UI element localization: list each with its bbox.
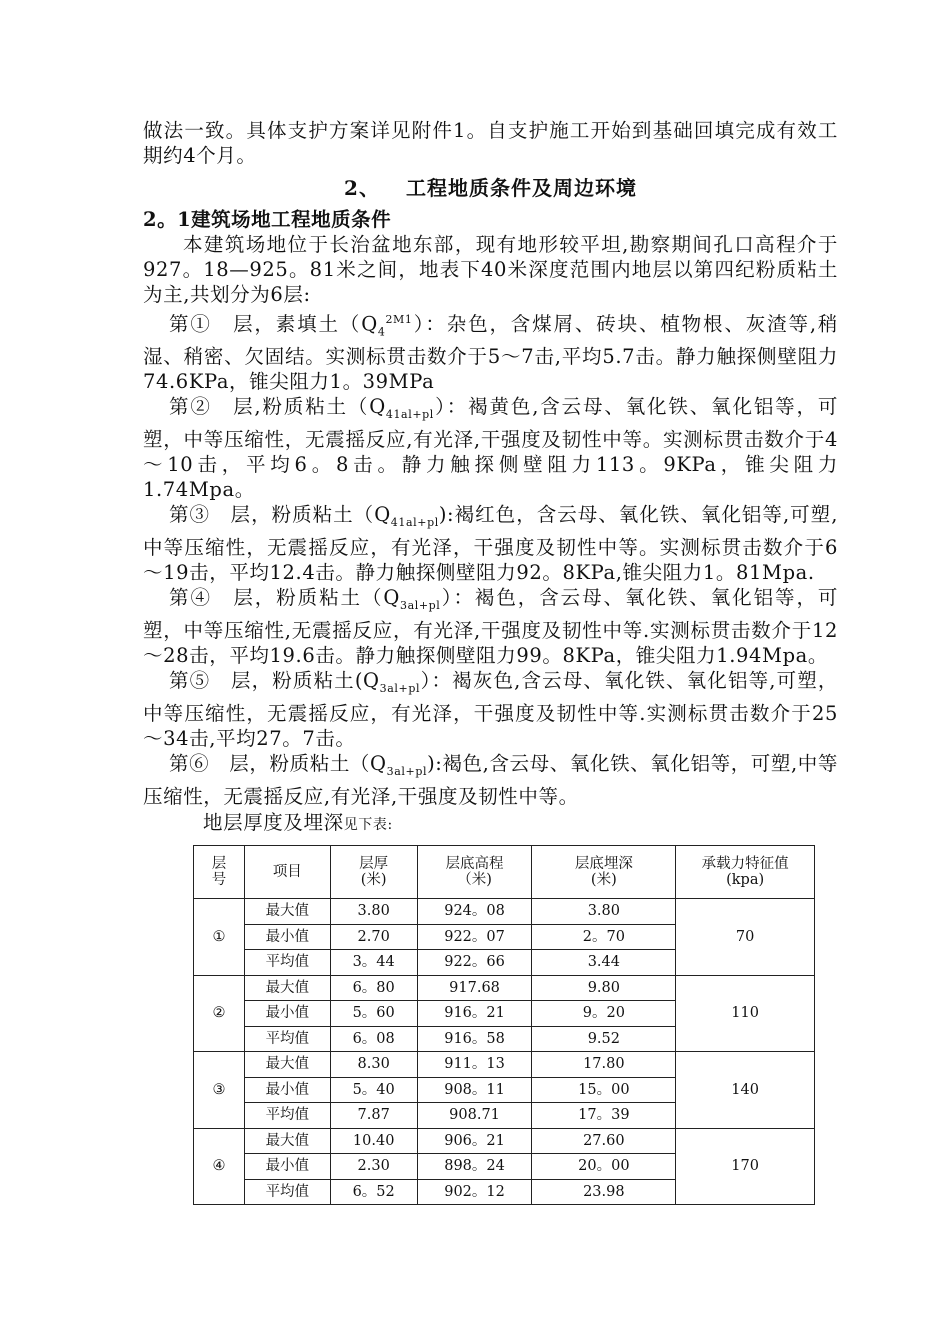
- thickness-cell: 2.70: [330, 924, 417, 950]
- layer-5-paragraph: [143, 668, 838, 751]
- layer-4-prefix: 第④ 层，粉质粘土（Q: [169, 586, 400, 610]
- header-layer-no-line1: 层: [211, 856, 227, 872]
- section-heading: [143, 176, 838, 201]
- table-caption: [143, 811, 838, 837]
- header-bottom-elev-line2: （米): [457, 872, 492, 888]
- elev-cell: 911。13: [417, 1052, 532, 1078]
- item-cell: 平均值: [244, 1103, 330, 1129]
- site-paragraph: 本建筑场地位于长治盆地东部，现有地形较平坦,勘察期间孔口高程介于927。18—925。81米之间，地表下40米深度范围内地层以第四纪粉质粘土为主,共划分为6层:: [143, 233, 838, 306]
- thickness-cell: 10.40: [330, 1128, 417, 1154]
- header-bearing-line2: (kpa): [726, 872, 765, 888]
- bearing-cell: 140: [676, 1052, 815, 1129]
- header-layer-no-line2: 号: [211, 872, 227, 888]
- item-cell: 最小值: [244, 1001, 330, 1027]
- table-row: [194, 1128, 815, 1154]
- layer-6-prefix: 第⑥ 层，粉质粘土（Q: [169, 751, 387, 775]
- elev-cell: 922。66: [417, 950, 532, 976]
- table-header-row: [194, 846, 815, 899]
- item-cell: 最大值: [244, 975, 330, 1001]
- depth-cell: 2。70: [532, 924, 676, 950]
- layer-1-text: ）：杂色，含煤屑、砖块、植物根、灰渣等,稍湿、稍密、欠固结。实测标贯击数介于5～7击,平均5.7击。静力触探侧壁阻力74.6KPa，锥尖阻力1。39MPa: [143, 312, 838, 394]
- depth-cell: 9.80: [532, 975, 676, 1001]
- elev-cell: 906。21: [417, 1128, 532, 1154]
- layer-2-prefix: 第② 层,粉质粘土（Q: [169, 395, 386, 419]
- layer-5-text: ）：褐灰色,含云母、氧化铁、氧化铝等,可塑，中等压缩性，无震摇反应，有光泽，干强度及韧性中等.实测标贯击数介于25～34击,平均27。7击。: [143, 669, 838, 750]
- header-bottom-elev: [417, 846, 532, 899]
- depth-cell: 9。20: [532, 1001, 676, 1027]
- thickness-cell: 6。80: [330, 975, 417, 1001]
- item-cell: 最大值: [244, 1052, 330, 1078]
- elev-cell: 902。12: [417, 1179, 532, 1205]
- elev-cell: 916。21: [417, 1001, 532, 1027]
- depth-cell: 20。00: [532, 1154, 676, 1180]
- header-bearing: [676, 846, 815, 899]
- elev-cell: 916。58: [417, 1026, 532, 1052]
- section-number: 2、: [344, 176, 380, 200]
- table-row: [194, 899, 815, 925]
- depth-cell: 3.80: [532, 899, 676, 925]
- item-cell: 平均值: [244, 1179, 330, 1205]
- layer-1-paragraph: [143, 307, 838, 394]
- header-bottom-depth-line2: (米): [590, 872, 617, 888]
- layer-5-sub: 3al+pl: [379, 681, 421, 695]
- depth-cell: 15。00: [532, 1077, 676, 1103]
- depth-cell: 27.60: [532, 1128, 676, 1154]
- depth-cell: 17.80: [532, 1052, 676, 1078]
- bearing-cell: 110: [676, 975, 815, 1052]
- elev-cell: 922。07: [417, 924, 532, 950]
- layer-4-sub: 3al+pl: [399, 599, 441, 613]
- item-cell: 最小值: [244, 1077, 330, 1103]
- layer-3-paragraph: [143, 502, 838, 585]
- table-caption-small: 见下表:: [343, 816, 393, 833]
- subsection-heading: 2。1建筑场地工程地质条件: [143, 208, 392, 231]
- elev-cell: 917.68: [417, 975, 532, 1001]
- header-bottom-depth: [532, 846, 676, 899]
- elev-cell: 924。08: [417, 899, 532, 925]
- header-item: 项目: [244, 846, 330, 899]
- layer-3-sub: 41al+pl: [390, 516, 439, 530]
- thickness-cell: 5。60: [330, 1001, 417, 1027]
- elev-cell: 898。24: [417, 1154, 532, 1180]
- layer-6-sub: 3al+pl: [386, 764, 428, 778]
- layer-cell: ③: [194, 1052, 245, 1129]
- layer-2-text: ）：褐黄色,含云母、氧化铁、氧化铝等，可塑，中等压缩性，无震摇反应,有光泽,干强度及韧性中等。实测标贯击数介于4～10击，平均6。8击。静力触探侧壁阻力113。9KPa，锥尖阻力1.74Mpa。: [143, 395, 838, 502]
- item-cell: 最大值: [244, 899, 330, 925]
- layer-cell: ①: [194, 899, 245, 976]
- section-title: 工程地质条件及周边环境: [405, 176, 637, 200]
- thickness-cell: 6。52: [330, 1179, 417, 1205]
- layer-4-paragraph: [143, 585, 838, 668]
- document-page: [143, 118, 838, 837]
- thickness-cell: 6。08: [330, 1026, 417, 1052]
- item-cell: 最小值: [244, 1154, 330, 1180]
- layer-1-sup: 2M1: [385, 313, 413, 326]
- bearing-cell: 170: [676, 1128, 815, 1205]
- layer-6-paragraph: [143, 751, 838, 809]
- header-thickness: [330, 846, 417, 899]
- layer-cell: ②: [194, 975, 245, 1052]
- table-row: [194, 1052, 815, 1078]
- header-bottom-depth-line1: 层底埋深: [574, 856, 633, 872]
- layer-1-sub: 4: [377, 325, 386, 339]
- intro-paragraph: 做法一致。具体支护方案详见附件1。自支护施工开始到基础回填完成有效工期约4个月。: [143, 119, 838, 167]
- thickness-cell: 2.30: [330, 1154, 417, 1180]
- item-cell: 最大值: [244, 1128, 330, 1154]
- item-cell: 最小值: [244, 924, 330, 950]
- thickness-cell: 3。44: [330, 950, 417, 976]
- layer-2-sub: 41al+pl: [385, 408, 434, 422]
- header-bearing-line1: 承载力特征值: [701, 856, 789, 872]
- layer-6-text: ):褐色,含云母、氧化铁、氧化铝等，可塑,中等压缩性，无震摇反应,有光泽,干强度及韧性中等。: [143, 751, 839, 808]
- layer-3-prefix: 第③ 层，粉质粘土（Q: [169, 503, 391, 527]
- thickness-cell: 7.87: [330, 1103, 417, 1129]
- layer-cell: ④: [194, 1128, 245, 1205]
- table-row: [194, 975, 815, 1001]
- header-bottom-elev-line1: 层底高程: [445, 856, 504, 872]
- header-layer-no: [194, 846, 245, 899]
- depth-cell: 23.98: [532, 1179, 676, 1205]
- depth-cell: 3.44: [532, 950, 676, 976]
- layer-5-prefix: 第⑤ 层，粉质粘土(Q: [169, 669, 380, 693]
- thickness-cell: 5。40: [330, 1077, 417, 1103]
- layer-4-text: ）：褐色，含云母、氧化铁、氧化铝等，可塑，中等压缩性,无震摇反应，有光泽,干强度及韧性中等.实测标贯击数介于12～28击，平均19.6击。静力触探侧壁阻力99。8KPa，锥尖阻力1.94Mpa。: [143, 586, 838, 668]
- depth-cell: 9.52: [532, 1026, 676, 1052]
- elev-cell: 908。11: [417, 1077, 532, 1103]
- layer-3-text: ):褐红色，含云母、氧化铁、氧化铝等,可塑,中等压缩性，无震摇反应，有光泽，干强度及韧性中等。实测标贯击数介于6～19击，平均12.4击。静力触探侧壁阻力92。8KPa,锥尖阻力1。81Mpa.: [143, 503, 838, 585]
- layer-1-prefix: 第① 层，素填土（Q: [169, 312, 378, 336]
- table-caption-main: 地层厚度及埋深: [203, 810, 344, 834]
- bearing-cell: 70: [676, 899, 815, 976]
- layer-2-paragraph: [143, 394, 838, 502]
- thickness-cell: 8.30: [330, 1052, 417, 1078]
- item-cell: 平均值: [244, 1026, 330, 1052]
- item-cell: 平均值: [244, 950, 330, 976]
- strata-table: [193, 845, 815, 1205]
- depth-cell: 17。39: [532, 1103, 676, 1129]
- thickness-cell: 3.80: [330, 899, 417, 925]
- header-thickness-line1: 层厚: [359, 856, 389, 872]
- header-thickness-line2: (米): [360, 872, 387, 888]
- elev-cell: 908.71: [417, 1103, 532, 1129]
